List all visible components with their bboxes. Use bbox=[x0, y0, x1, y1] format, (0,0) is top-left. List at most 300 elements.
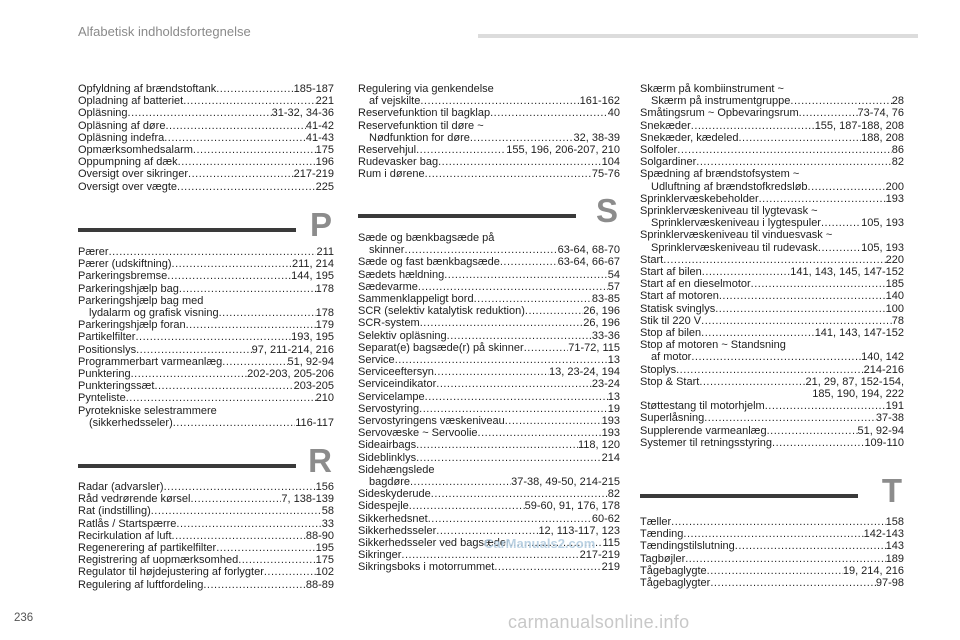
entry-term: Rat (indstilling) bbox=[78, 505, 151, 518]
entry-term: af motor bbox=[651, 351, 692, 364]
index-entry bbox=[358, 244, 620, 256]
entry-pages: 97-98 bbox=[875, 577, 904, 590]
entry-term: Selektiv opläsning bbox=[358, 329, 447, 342]
page-header-title: Alfabetisk indholdsfortegnelse bbox=[78, 24, 251, 39]
entries-r-cont bbox=[358, 83, 620, 181]
entry-leader-dots bbox=[478, 427, 602, 439]
entry-leader-dots bbox=[525, 305, 583, 317]
entry-pages: 13, 23-24, 194 bbox=[549, 366, 620, 379]
entry-leader-dots bbox=[715, 303, 885, 315]
index-entry bbox=[358, 305, 620, 317]
index-entry bbox=[358, 330, 620, 342]
entry-pages: 86 bbox=[891, 144, 904, 157]
entry-leader-dots bbox=[222, 356, 287, 368]
index-entry bbox=[78, 120, 334, 132]
entry-term: Regulering af luftfordeling bbox=[78, 578, 204, 591]
entry-term: Skærm på instrumentgruppe bbox=[651, 95, 791, 108]
index-entry bbox=[358, 256, 620, 268]
entry-leader-dots bbox=[474, 293, 592, 305]
entry-pages: 179 bbox=[315, 319, 334, 332]
entry-pages: 219 bbox=[601, 561, 620, 574]
section-divider bbox=[78, 228, 296, 232]
entry-leader-dots bbox=[765, 400, 886, 412]
entry-term: Sidespejle bbox=[358, 500, 409, 513]
entry-pages: 196 bbox=[315, 156, 334, 169]
entry-pages: 211 bbox=[316, 246, 334, 258]
entry-leader-dots bbox=[683, 528, 863, 540]
index-entry bbox=[78, 344, 334, 356]
index-entry bbox=[78, 107, 334, 119]
entry-leader-dots bbox=[219, 307, 316, 319]
entry-leader-dots bbox=[438, 156, 602, 168]
entry-term: Opläsning indefra bbox=[78, 131, 165, 144]
entry-pages: 82 bbox=[891, 156, 904, 169]
entry-pages: 178 bbox=[315, 307, 334, 320]
index-entry bbox=[78, 307, 334, 319]
index-entry: Sprinklervæskeniveau til lygtevask ~ bbox=[640, 205, 818, 218]
entry-pages: 155, 196, 206-207, 210 bbox=[506, 144, 620, 157]
index-entry bbox=[78, 579, 334, 591]
entry-term: Punktering bbox=[78, 368, 131, 381]
entry-leader-dots bbox=[416, 439, 578, 451]
index-entry bbox=[358, 561, 620, 573]
index-entry bbox=[78, 530, 334, 542]
entry-leader-dots bbox=[691, 120, 815, 132]
entry-pages: 185-187 bbox=[293, 83, 334, 95]
entry-leader-dots bbox=[701, 327, 815, 339]
index-entry bbox=[640, 315, 904, 327]
index-entry bbox=[78, 505, 334, 517]
entry-pages: 175 bbox=[315, 554, 334, 567]
entry-term: Parkeringsbremse bbox=[78, 270, 168, 283]
entry-leader-dots bbox=[416, 452, 602, 464]
entry-term: Sædets hældning bbox=[358, 268, 445, 281]
entry-leader-dots bbox=[505, 415, 602, 427]
entry-term: Systemer til retningsstyring bbox=[640, 436, 773, 449]
entry-pages: 32, 38-39 bbox=[573, 131, 620, 144]
entry-pages: 26, 196 bbox=[583, 305, 620, 318]
entry-pages: 141, 143, 147-152 bbox=[814, 327, 904, 340]
index-entry bbox=[358, 439, 620, 451]
entry-term: Tændingstilslutning bbox=[640, 540, 735, 553]
entries-p bbox=[78, 246, 334, 429]
entry-term: skinner bbox=[369, 244, 405, 257]
entry-leader-dots bbox=[177, 181, 316, 193]
entry-leader-dots bbox=[395, 354, 608, 366]
entry-pages: 54 bbox=[607, 268, 620, 281]
entry-term: Sideairbags bbox=[358, 439, 417, 452]
entry-leader-dots bbox=[431, 488, 608, 500]
index-entry bbox=[78, 270, 334, 282]
index-entry bbox=[78, 83, 334, 95]
entry-pages: 78 bbox=[891, 314, 904, 327]
entry-leader-dots bbox=[216, 542, 315, 554]
entry-leader-dots bbox=[420, 317, 584, 329]
section-header-p bbox=[78, 206, 334, 246]
entry-pages: 31-32, 34-36 bbox=[271, 107, 334, 120]
index-entry: Sæde og bænkbagsæde på bbox=[358, 232, 495, 244]
entry-pages: 19 bbox=[607, 402, 620, 415]
index-entry bbox=[640, 132, 904, 144]
entry-leader-dots bbox=[191, 493, 282, 505]
entry-term: Positionslys bbox=[78, 343, 137, 356]
index-entry bbox=[640, 376, 904, 388]
index-entry bbox=[78, 156, 334, 168]
entry-term: Solgardiner bbox=[640, 156, 697, 169]
index-entry bbox=[640, 95, 904, 107]
entry-term: Sprinklervæskeniveau i lygtespuler bbox=[651, 217, 821, 230]
entry-leader-dots bbox=[751, 278, 886, 290]
entry-term: (sikkerhedsseler) bbox=[89, 416, 173, 429]
entries-r bbox=[78, 481, 334, 591]
index-entry bbox=[358, 403, 620, 415]
section-divider bbox=[358, 214, 576, 218]
entry-leader-dots bbox=[238, 554, 315, 566]
entry-leader-dots bbox=[136, 344, 252, 356]
index-entry bbox=[358, 293, 620, 305]
entry-term: Sikkerhedsseler bbox=[358, 524, 437, 537]
entry-pages: 155, 187-188, 208 bbox=[814, 119, 904, 132]
entry-term: Start af en dieselmotor bbox=[640, 278, 751, 291]
entry-leader-dots bbox=[808, 181, 886, 193]
entry-term: Regulator til højdejustering af forlygter bbox=[78, 566, 264, 579]
entry-pages: 156 bbox=[315, 481, 334, 493]
entry-pages: 12, 113-117, 123 bbox=[538, 524, 620, 537]
index-entry: Regulering via genkendelse bbox=[358, 83, 494, 95]
entry-pages: 140, 142 bbox=[861, 351, 904, 364]
entry-leader-dots bbox=[419, 403, 608, 415]
entry-term: Sammenklappeligt bord bbox=[358, 293, 474, 306]
entry-leader-dots bbox=[151, 505, 322, 517]
entry-leader-dots bbox=[707, 565, 843, 577]
index-entry bbox=[640, 400, 904, 412]
entry-term: Sprinklervæskeniveau til rudevask bbox=[651, 241, 818, 254]
entry-leader-dots bbox=[677, 144, 891, 156]
entry-pages: 202-203, 205-206 bbox=[247, 368, 334, 381]
entry-pages: 225 bbox=[315, 180, 334, 193]
index-entry: Stop af motoren ~ Standsning bbox=[640, 339, 786, 352]
entry-term: Pynteliste bbox=[78, 392, 126, 405]
entry-leader-dots bbox=[704, 412, 876, 424]
entry-pages: 41-42 bbox=[305, 119, 334, 132]
index-entry bbox=[78, 283, 334, 295]
entry-term: Tågebaglygter bbox=[640, 577, 711, 590]
entry-term: Snekæder bbox=[640, 119, 691, 132]
entry-term: Rudevasker bag bbox=[358, 156, 439, 169]
entry-pages: 23-24 bbox=[591, 378, 620, 391]
section-header-s bbox=[358, 192, 620, 232]
entry-term: Opläsning af døre bbox=[78, 119, 166, 132]
entry-pages: 100 bbox=[885, 302, 904, 315]
entry-leader-dots bbox=[663, 254, 885, 266]
index-entry bbox=[358, 281, 620, 293]
entry-term: Start bbox=[640, 253, 664, 266]
entry-leader-dots bbox=[444, 269, 608, 281]
entry-leader-dots bbox=[126, 392, 316, 404]
entry-term: Pærer bbox=[78, 246, 109, 258]
index-entry bbox=[358, 366, 620, 378]
entry-pages: 175 bbox=[315, 144, 334, 157]
entry-pages: 73-74, 76 bbox=[857, 107, 904, 120]
entry-pages: 161-162 bbox=[579, 95, 620, 108]
entry-leader-dots bbox=[131, 368, 248, 380]
entry-leader-dots bbox=[759, 193, 886, 205]
entry-pages: 210 bbox=[315, 392, 334, 405]
index-entry bbox=[78, 554, 334, 566]
entry-leader-dots bbox=[699, 376, 805, 388]
entry-leader-dots bbox=[500, 256, 558, 268]
entry-pages: 142-143 bbox=[863, 528, 904, 541]
index-entry bbox=[78, 144, 334, 156]
entry-pages: 58 bbox=[321, 505, 334, 518]
entry-pages: 189 bbox=[885, 552, 904, 565]
entry-term: Start af bilen bbox=[640, 266, 702, 279]
entry-pages: 193, 195 bbox=[291, 331, 334, 344]
index-entry bbox=[78, 181, 334, 193]
entry-pages: 57 bbox=[607, 280, 620, 293]
index-entry bbox=[640, 278, 904, 290]
entry-term: Tågebaglygte bbox=[640, 564, 707, 577]
entry-term: Serviceeftersyn bbox=[358, 366, 434, 379]
index-entry bbox=[640, 425, 904, 437]
entry-term: Stop af bilen bbox=[640, 327, 702, 340]
entry-term: lydalarm og grafisk visning bbox=[89, 307, 219, 320]
entry-term: Oversigt over sikringer bbox=[78, 168, 189, 181]
entry-term: Sprinklervæskebeholder bbox=[640, 192, 759, 205]
entry-pages: 71-72, 115 bbox=[568, 341, 620, 354]
index-entry: Reservefunktion til døre ~ bbox=[358, 119, 484, 132]
index-entry bbox=[640, 254, 904, 266]
index-entry bbox=[358, 342, 620, 354]
entry-term: Støttestang til motorhjelm bbox=[640, 400, 765, 413]
entry-term: Sikringsboks i motorrummet bbox=[358, 561, 495, 574]
entry-pages: 19, 214, 216 bbox=[842, 564, 904, 577]
entry-leader-dots bbox=[790, 95, 891, 107]
section-letter-r: R bbox=[308, 442, 332, 479]
index-entry bbox=[78, 566, 334, 578]
index-entry bbox=[78, 417, 334, 429]
entry-term: Regenerering af partikelfilter bbox=[78, 542, 217, 555]
entry-pages: 37-38 bbox=[875, 412, 904, 425]
entry-pages: 104 bbox=[601, 156, 620, 169]
entry-term: bagdøre bbox=[369, 476, 410, 489]
entry-pages: 118, 120 bbox=[577, 439, 620, 452]
entry-pages: 51, 92-94 bbox=[287, 355, 334, 368]
section-letter-s: S bbox=[595, 192, 618, 229]
index-entry bbox=[78, 331, 334, 343]
index-entry bbox=[640, 351, 904, 363]
entry-pages: 88-90 bbox=[305, 529, 334, 542]
entry-term: Opladning af batteriet bbox=[78, 95, 184, 108]
index-entry bbox=[358, 144, 620, 156]
entry-term: Start af motoren bbox=[640, 290, 719, 303]
index-entry bbox=[358, 317, 620, 329]
index-entry bbox=[358, 549, 620, 561]
index-entry bbox=[358, 132, 620, 144]
index-entry bbox=[78, 95, 334, 107]
entry-term: Programmerbart varmeanlæg bbox=[78, 355, 223, 368]
entry-leader-dots bbox=[772, 437, 864, 449]
entry-pages: 105, 193 bbox=[861, 217, 904, 230]
entry-term: Oppumpning af dæk bbox=[78, 156, 178, 169]
entry-pages: 214-216 bbox=[863, 363, 904, 376]
entry-pages: 59-60, 91, 176, 178 bbox=[524, 500, 620, 513]
entry-leader-dots bbox=[818, 242, 861, 254]
index-entry bbox=[640, 412, 904, 424]
entry-leader-dots bbox=[183, 95, 315, 107]
index-entry bbox=[640, 193, 904, 205]
entry-leader-dots bbox=[428, 513, 592, 525]
entry-term: Stoplys bbox=[640, 363, 677, 376]
index-entry bbox=[358, 95, 620, 107]
index-entry bbox=[78, 132, 334, 144]
index-entry bbox=[640, 107, 904, 119]
entry-term: SCR-system bbox=[358, 317, 420, 330]
entry-pages: 141, 143, 145, 147-152 bbox=[790, 266, 904, 279]
index-entry: Sprinklervæskeniveau til vinduesvask ~ bbox=[640, 229, 833, 242]
entry-term: Servovæske ~ Servoolie bbox=[358, 427, 478, 440]
entry-leader-dots bbox=[696, 156, 891, 168]
entry-term: Opläsning bbox=[78, 107, 128, 120]
entries-t bbox=[640, 516, 904, 589]
entry-pages: 191 bbox=[885, 400, 904, 413]
index-entry bbox=[358, 269, 620, 281]
entry-pages: 83-85 bbox=[591, 293, 620, 306]
entry-pages: 144, 195 bbox=[291, 270, 334, 283]
index-entry: Parkeringshjælp bag med bbox=[78, 294, 204, 307]
index-entry bbox=[358, 107, 620, 119]
entry-term: Småtingsrum ~ Opbevaringsrum bbox=[640, 107, 799, 120]
index-entry: Pyrotekniske selestrammere bbox=[78, 404, 217, 417]
entry-leader-dots bbox=[701, 315, 892, 327]
entry-leader-dots bbox=[685, 553, 885, 565]
index-entry bbox=[640, 437, 904, 449]
entry-pages: 214 bbox=[601, 451, 620, 464]
entry-leader-dots bbox=[490, 107, 608, 119]
entry-term: Råd vedrørende kørsel bbox=[78, 493, 191, 506]
index-entry: Sidehængslede bbox=[358, 463, 435, 476]
entry-leader-dots bbox=[735, 540, 886, 552]
entries-o bbox=[78, 83, 334, 193]
index-entry bbox=[358, 156, 620, 168]
entry-leader-dots bbox=[524, 342, 569, 354]
index-entry bbox=[640, 290, 904, 302]
watermark-logo: CarManuals2.com bbox=[484, 536, 596, 551]
entry-leader-dots bbox=[188, 168, 294, 180]
entry-leader-dots bbox=[178, 156, 316, 168]
entry-leader-dots bbox=[109, 246, 317, 258]
index-entry bbox=[358, 415, 620, 427]
entry-pages: 33-36 bbox=[591, 329, 620, 342]
entry-term: Supplerende varmeanlæg bbox=[640, 424, 767, 437]
entry-leader-dots bbox=[179, 283, 316, 295]
entry-leader-dots bbox=[470, 132, 574, 144]
index-entry: Skærm på kombiinstrument ~ bbox=[640, 83, 784, 95]
index-entry bbox=[78, 542, 334, 554]
entry-term: Partikelfilter bbox=[78, 331, 136, 344]
entry-pages: 13 bbox=[607, 354, 620, 367]
index-entry bbox=[640, 303, 904, 315]
entry-term: Tæller bbox=[640, 516, 672, 528]
entry-pages: 51, 92-94 bbox=[857, 424, 904, 437]
entry-term: af vejskilte bbox=[369, 95, 421, 108]
entry-term: Snekæder, kædeled bbox=[640, 131, 739, 144]
entry-pages: 221 bbox=[315, 95, 334, 108]
entry-pages: 178 bbox=[315, 282, 334, 295]
entry-term: Opmærksomhedsalarm bbox=[78, 144, 193, 157]
entry-pages: 102 bbox=[315, 566, 334, 579]
entry-pages: 75-76 bbox=[591, 168, 620, 181]
entry-pages: 37-38, 49-50, 214-215 bbox=[511, 476, 620, 489]
entry-pages: 33 bbox=[321, 517, 334, 530]
entry-pages: 158 bbox=[885, 516, 904, 528]
entry-pages: 97, 211-214, 216 bbox=[251, 343, 334, 356]
entry-leader-dots bbox=[264, 566, 316, 578]
index-entry bbox=[640, 565, 904, 577]
entry-leader-dots bbox=[691, 351, 861, 363]
entry-pages: 40 bbox=[607, 107, 620, 120]
index-entry bbox=[78, 518, 334, 530]
entry-pages: 115 bbox=[602, 537, 620, 550]
entry-leader-dots bbox=[420, 95, 579, 107]
index-entry bbox=[358, 500, 620, 512]
entry-leader-dots bbox=[216, 83, 293, 95]
entry-pages: 185 bbox=[885, 278, 904, 291]
entry-term: Punkteringssæt bbox=[78, 380, 155, 393]
index-entry: 185, 190, 194, 222 bbox=[812, 388, 904, 401]
entry-pages: 28 bbox=[891, 95, 904, 108]
entry-term: Stop & Start bbox=[640, 375, 700, 388]
page-number: 236 bbox=[14, 612, 34, 624]
index-entry bbox=[640, 120, 904, 132]
entry-term: Sæde og fast bænkbagsæde bbox=[358, 256, 500, 269]
entry-pages: 109-110 bbox=[864, 436, 904, 449]
index-entry bbox=[640, 553, 904, 565]
entry-term: SCR (selektiv katalytisk reduktion) bbox=[358, 305, 525, 318]
entry-leader-dots bbox=[436, 378, 592, 390]
entry-pages: 63-64, 68-70 bbox=[557, 244, 620, 257]
entry-pages: 60-62 bbox=[591, 512, 620, 525]
entry-term: Sikkerhedsseler ved bagsæder bbox=[358, 537, 510, 550]
index-entry bbox=[78, 392, 334, 404]
entry-pages: 116-117 bbox=[295, 416, 334, 429]
entry-leader-dots bbox=[165, 120, 305, 132]
entry-pages: 21, 29, 87, 152-154, bbox=[805, 375, 904, 388]
entry-leader-dots bbox=[135, 331, 291, 343]
entry-term: Servostyringens væskeniveau bbox=[358, 415, 505, 428]
entry-leader-dots bbox=[167, 270, 291, 282]
entry-pages: 63-64, 66-67 bbox=[557, 256, 620, 269]
entries-s-cont bbox=[640, 83, 904, 449]
index-entry bbox=[640, 242, 904, 254]
index-entry bbox=[78, 493, 334, 505]
entry-leader-dots bbox=[172, 258, 292, 270]
entry-pages: 203-205 bbox=[293, 380, 334, 393]
entry-pages: 105, 193 bbox=[861, 241, 904, 254]
entry-leader-dots bbox=[172, 530, 306, 542]
entry-term: Tænding bbox=[640, 528, 684, 541]
entry-pages: 220 bbox=[885, 253, 904, 266]
entry-leader-dots bbox=[193, 144, 316, 156]
entry-term: Oversigt over vægte bbox=[78, 180, 178, 193]
index-entry bbox=[640, 364, 904, 376]
entry-leader-dots bbox=[164, 481, 316, 493]
entry-term: Opfyldning af brændstoftank bbox=[78, 83, 217, 95]
index-entry bbox=[640, 540, 904, 552]
entry-term: Sideblinklys bbox=[358, 451, 417, 464]
index-entry bbox=[640, 327, 904, 339]
footer-watermark: carmanualsonline.info bbox=[508, 612, 690, 632]
